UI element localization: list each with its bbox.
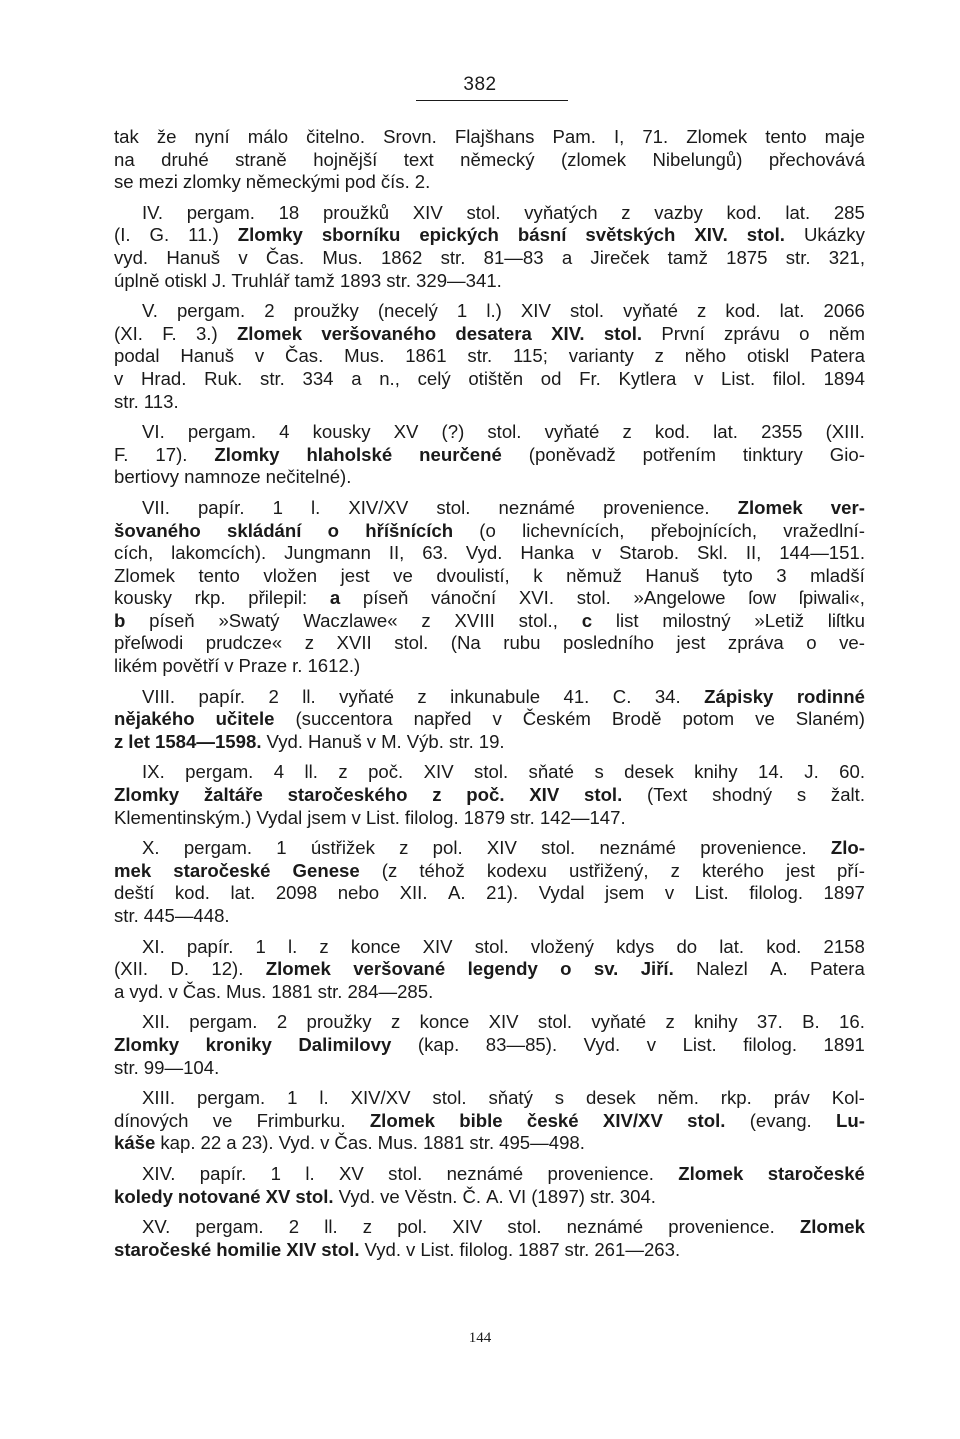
page-number: 382 [463, 74, 497, 95]
text-line: Zlomky žaltáře staročeského z poč. XIV stol. (Text shodný s žalt. [114, 784, 865, 806]
text-line: na druhé straně hojnější text německý (zlomek Nibelungů) přechovává [114, 148, 865, 170]
paragraph [114, 837, 865, 927]
paragraph [114, 1163, 865, 1208]
text-line: Zlomky kroniky Dalimilovy (kap. 83—85). Vyd. v List. filolog. 1891 [114, 1033, 865, 1055]
text-line: F. 17). Zlomky hlaholské neurčené (poněvadž potřením tinktury Gio- [114, 443, 865, 465]
text-line: dínových ve Frimburku. Zlomek bible české XIV/XV stol. (evang. Lu- [114, 1109, 865, 1131]
text-line: přeſwodi prudcze« z XVII stol. (Na rubu posledního jest zpráva o ve- [114, 632, 865, 654]
paragraph [114, 1011, 865, 1079]
text-line: staročeské homilie XIV stol. Vyd. v List. filolog. 1887 str. 261—263. [114, 1238, 681, 1260]
text-line: Zlomek tento vložen jest ve dvoulistí, k němuž Hanuš tyto 3 mladší [114, 564, 865, 586]
text-line: káše kap. 22 a 23). Vyd. v Čas. Mus. 1881 str. 495—498. [114, 1132, 585, 1154]
text-line: X. pergam. 1 ústřižek z pol. XIV stol. neznámé provenience. Zlo- [142, 837, 865, 859]
paragraph [114, 421, 865, 489]
text-line: V. pergam. 2 proužky (necelý 1 l.) XIV stol. vyňaté z kod. lat. 2066 [142, 300, 865, 322]
paragraph [114, 126, 865, 194]
text-line: šovaného skládání o hříšnících (o lichevnících, přebojnících, vražedlní- [114, 519, 865, 541]
paragraph [114, 686, 865, 754]
text-line: (I. G. 11.) Zlomky sborníku epických básní světských XIV. stol. Ukázky [114, 224, 865, 246]
text-line: cích, lakomcích). Jungmann II, 63. Vyd. Hanka v Starob. Skl. II, 144—151. [114, 542, 865, 564]
text-line: (XI. F. 3.) Zlomek veršovaného desatera XIV. stol. První zprávu o něm [114, 322, 865, 344]
body-text [114, 126, 865, 1261]
text-line: z let 1584—1598. Vyd. Hanuš v M. Výb. str. 19. [114, 730, 505, 752]
text-line: IV. pergam. 18 proužků XIV stol. vyňatých z vazby kod. lat. 285 [142, 201, 865, 223]
text-line: XII. pergam. 2 proužky z konce XIV stol. vyňaté z knihy 37. B. 16. [142, 1011, 865, 1033]
text-line: str. 99—104. [114, 1056, 220, 1078]
printer-signature: 144 [468, 1330, 492, 1346]
text-line: nějakého učitele (succentora napřed v Českém Brodě potom ve Slaném) [114, 708, 865, 730]
text-line: VI. pergam. 4 kousky XV (?) stol. vyňaté z kod. lat. 2355 (XIII. [142, 421, 865, 443]
text-line: VII. papír. 1 l. XIV/XV stol. neznámé provenience. Zlomek ver- [142, 496, 865, 518]
text-line: kousky rkp. přilepil: a píseň vánoční XVI. stol. »Angelowe ſow ſpiwali«, [114, 587, 865, 609]
text-line: bertiovy namnoze nečitelné). [114, 466, 352, 488]
text-line: podal Hanuš v Čas. Mus. 1861 str. 115; varianty z něho otiskl Patera [114, 345, 865, 367]
header-rule [416, 100, 568, 101]
text-line: XI. papír. 1 l. z konce XIV stol. vložený kdys do lat. kod. 2158 [142, 935, 865, 957]
text-line: str. 445—448. [114, 905, 230, 926]
paragraph [114, 1216, 865, 1261]
text-line: b píseň »Swatý Waczlawe« z XVIII stol., c list milostný »Letiž liſtku [114, 609, 865, 631]
paragraph [114, 497, 865, 678]
text-line: a vyd. v Čas. Mus. 1881 str. 284—285. [114, 980, 434, 1002]
text-line: tak že nyní málo čitelno. Srovn. Flajšhans Pam. I, 71. Zlomek tento maje [114, 126, 865, 147]
paragraph [114, 936, 865, 1004]
text-line: (XII. D. 12). Zlomek veršované legendy o sv. Jiří. Nalezl A. Patera [114, 958, 865, 980]
text-line: mek staročeské Genese (z téhož kodexu ustřižený, z kterého jest pří- [114, 859, 865, 881]
text-line: Klementinským.) Vydal jsem v List. filolog. 1879 str. 142—147. [114, 806, 626, 828]
paragraph [114, 300, 865, 413]
text-line: v Hrad. Ruk. str. 334 a n., celý otištěn od Fr. Kytlera v List. filol. 1894 [114, 367, 865, 389]
text-line: koledy notované XV stol. Vyd. ve Věstn. Č. A. VI (1897) str. 304. [114, 1185, 656, 1207]
text-line: úplně otiskl J. Truhlář tamž 1893 str. 329—341. [114, 269, 502, 291]
text-line: XV. pergam. 2 ll. z pol. XIV stol. neznámé provenience. Zlomek [142, 1216, 865, 1238]
paragraph [114, 1087, 865, 1155]
text-line: likém povětří v Praze r. 1612.) [114, 655, 361, 677]
paragraph [114, 202, 865, 292]
text-line: vyd. Hanuš v Čas. Mus. 1862 str. 81—83 a Jireček tamž 1875 str. 321, [114, 246, 865, 268]
paragraph [114, 761, 865, 829]
text-line: deští kod. lat. 2098 nebo XII. A. 21). Vydal jsem v List. filolog. 1897 [114, 882, 865, 904]
text-line: XIII. pergam. 1 l. XIV/XV stol. sňatý s desek něm. rkp. práv Kol- [142, 1087, 865, 1109]
text-line: XIV. papír. 1 l. XV stol. neznámé provenience. Zlomek staročeské [142, 1162, 865, 1184]
text-line: IX. pergam. 4 ll. z poč. XIV stol. sňaté s desek knihy 14. J. 60. [142, 761, 865, 783]
text-line: se mezi zlomky německými pod čís. 2. [114, 171, 431, 193]
text-line: VIII. papír. 2 ll. vyňaté z inkunabule 41. C. 34. Zápisky rodinné [142, 685, 865, 707]
text-line: str. 113. [114, 390, 179, 412]
